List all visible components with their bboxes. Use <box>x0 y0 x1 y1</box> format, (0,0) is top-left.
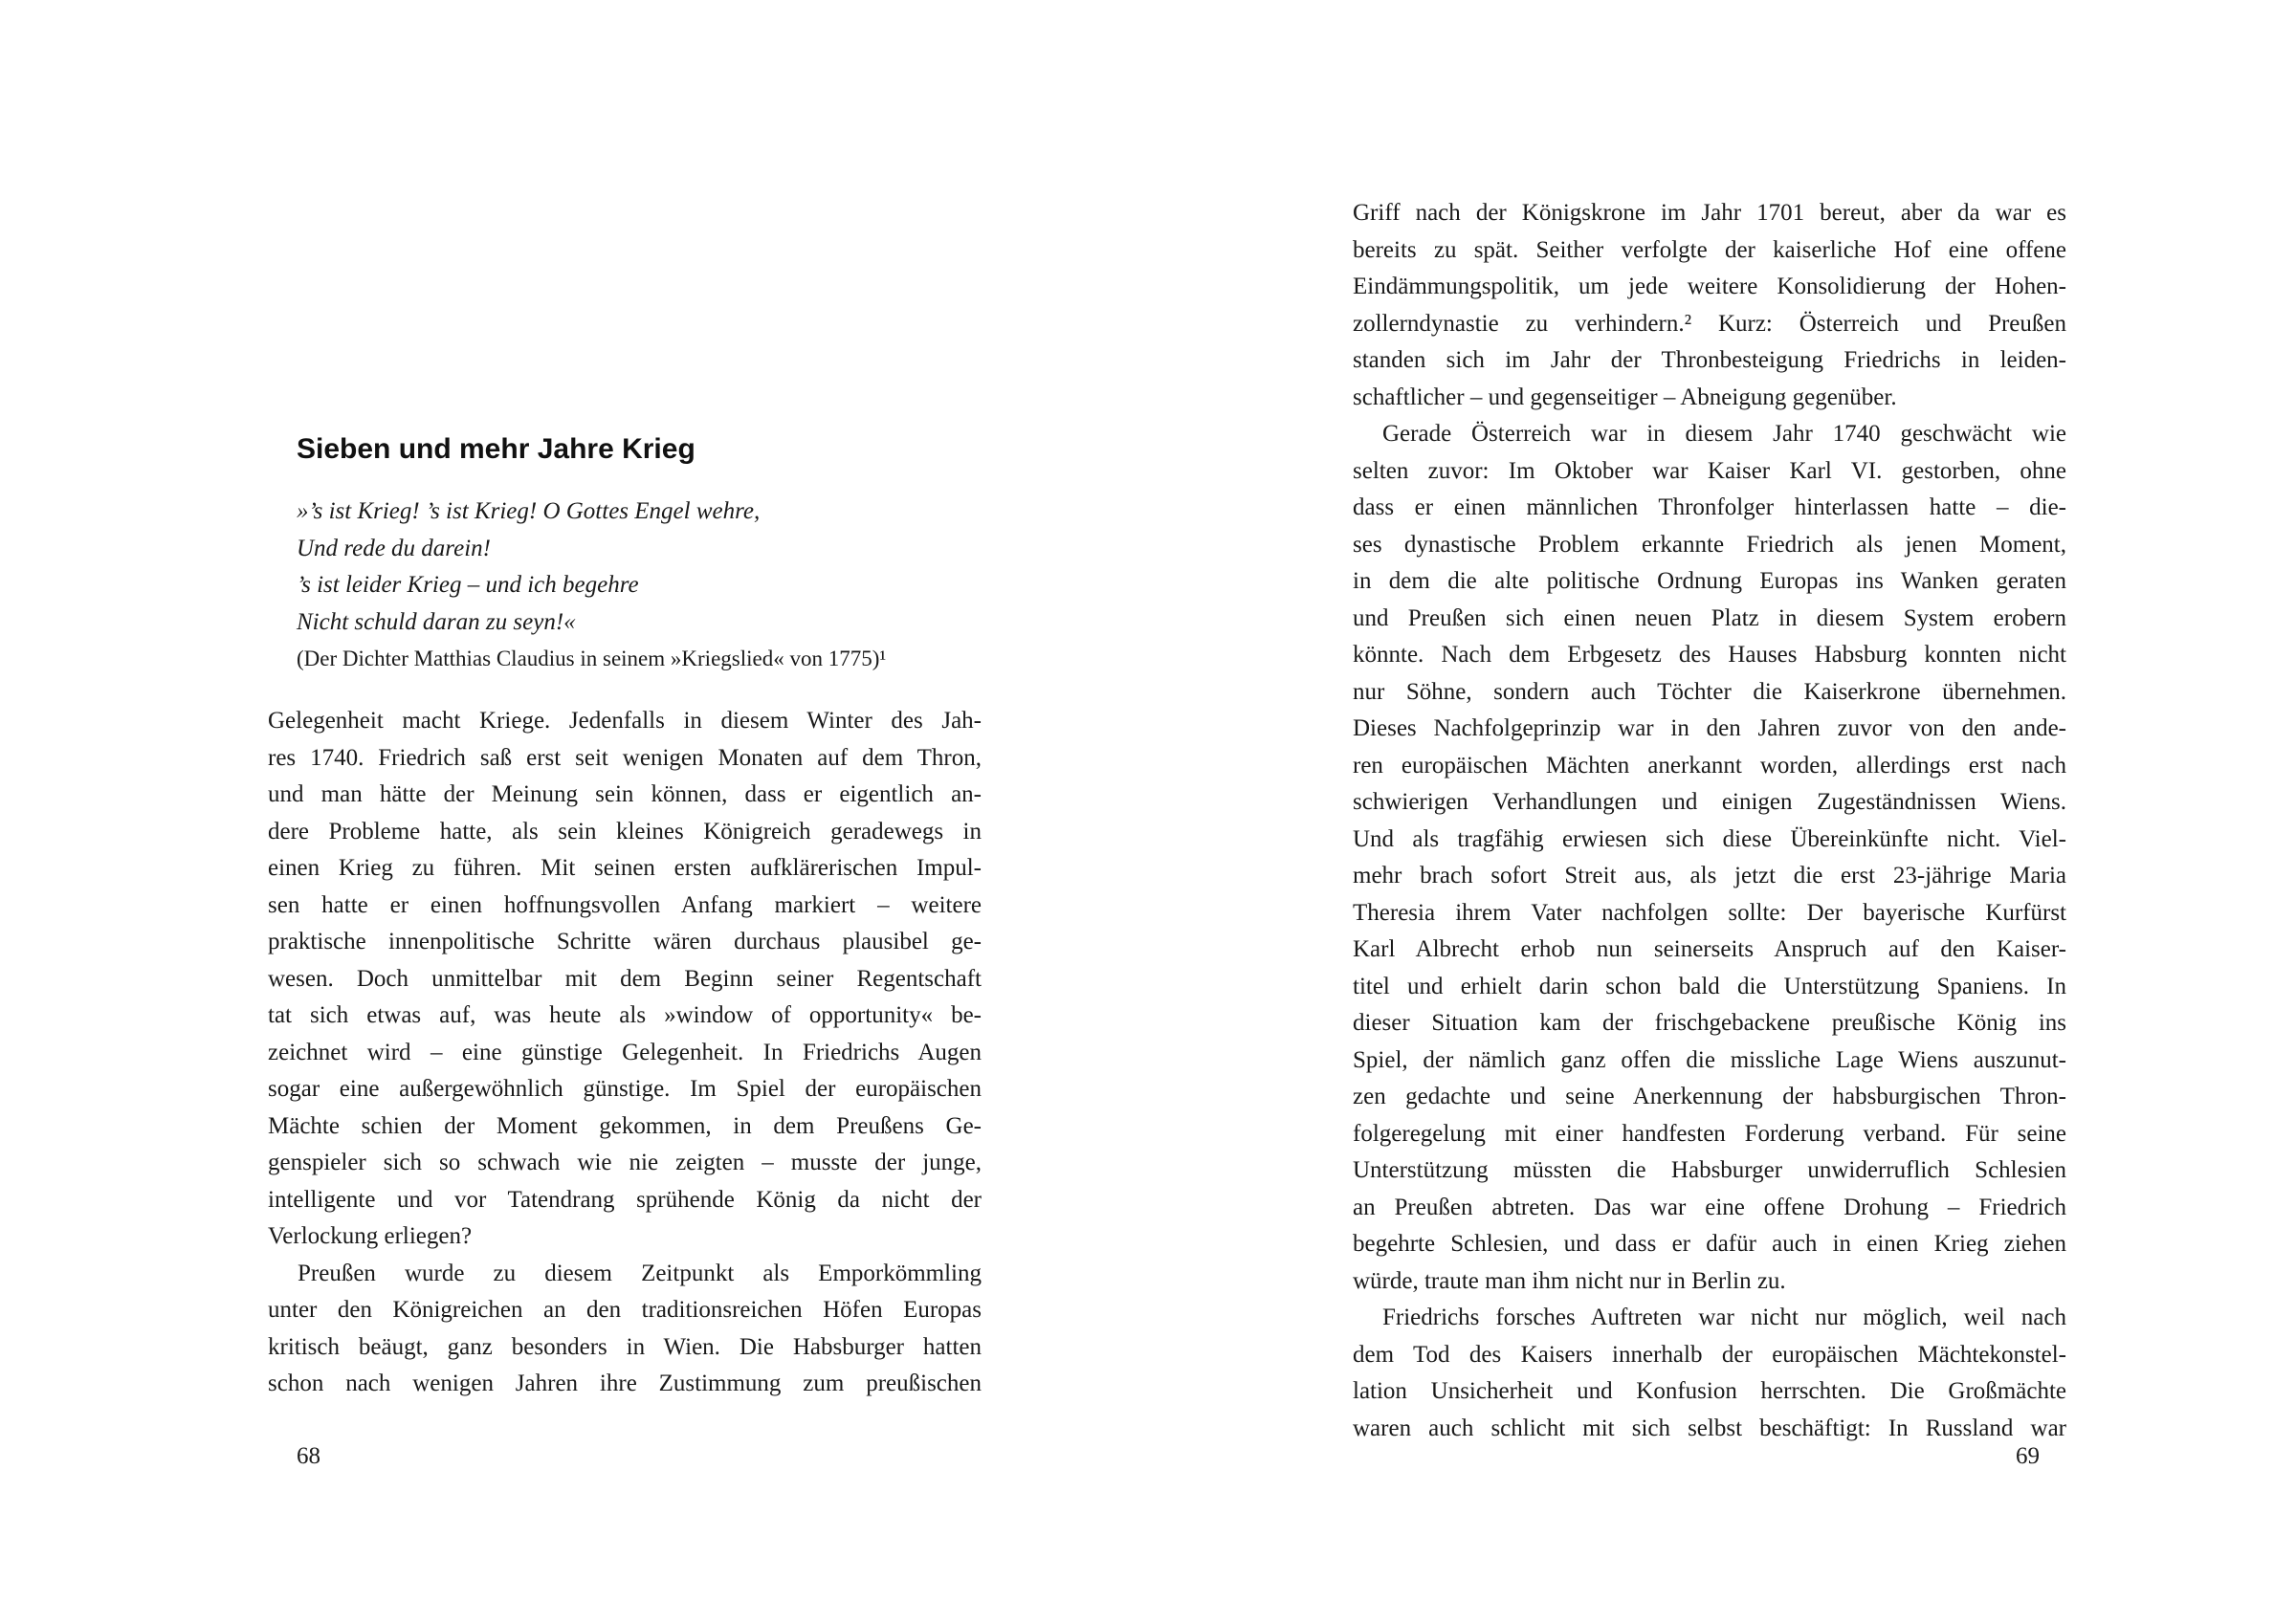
text-line: sen hatte er einen hoffnungsvollen Anfang markiert – weitere <box>268 891 982 918</box>
text-line: wesen. Doch unmittelbar mit dem Beginn seiner Regentschaft <box>268 965 982 992</box>
chapter-title: Sieben und mehr Jahre Krieg <box>297 433 695 465</box>
text-line: selten zuvor: Im Oktober war Kaiser Karl VI. gestorben, ohne <box>1353 457 2066 484</box>
text-line: Mächte schien der Moment gekommen, in dem Preußens Ge- <box>268 1112 982 1139</box>
text-line: Preußen wurde zu diesem Zeitpunkt als Emporkömmling <box>298 1260 982 1286</box>
text-line: sogar eine außergewöhnlich günstige. Im Spiel der europäischen <box>268 1076 982 1102</box>
text-line: standen sich im Jahr der Thronbesteigung Friedrichs in leiden- <box>1353 347 2066 373</box>
text-line: begehrte Schlesien, und dass er dafür auch in einen Krieg ziehen <box>1353 1231 2066 1257</box>
text-line: mehr brach sofort Streit aus, als jetzt die erst 23-jährige Maria <box>1353 863 2066 888</box>
text-line: ses dynastische Problem erkannte Friedrich als jenen Moment, <box>1353 531 2066 558</box>
quote-attribution: (Der Dichter Matthias Claudius in seinem »Kriegslied« von 1775)¹ <box>297 647 887 670</box>
text-line: schon nach wenigen Jahren ihre Zustimmung zum preußischen <box>268 1371 982 1396</box>
text-line: Karl Albrecht erhob nun seinerseits Anspruch auf den Kaiser- <box>1353 936 2066 962</box>
text-line: Verlockung erliegen? <box>268 1223 473 1249</box>
text-line: dere Probleme hatte, als sein kleines Königreich geradewegs in <box>268 818 982 844</box>
text-line: bereits zu spät. Seither verfolgte der kaiserliche Hof eine offene <box>1353 236 2066 263</box>
text-line: Spiel, der nämlich ganz offen die missliche Lage Wiens auszunut- <box>1353 1046 2066 1073</box>
text-line: dieser Situation kam der frischgebackene preußische König ins <box>1353 1010 2066 1036</box>
epigraph-quote <box>268 493 982 641</box>
text-line: schwierigen Verhandlungen und einigen Zugeständnissen Wiens. <box>1353 789 2066 815</box>
page-number-left: 68 <box>297 1443 320 1469</box>
text-line: kritisch beäugt, ganz besonders in Wien. Die Habsburger hatten <box>268 1333 982 1360</box>
text-line: einen Krieg zu führen. Mit seinen ersten aufklärerischen Impul- <box>268 855 982 881</box>
text-line: Eindämmungspolitik, um jede weitere Konsolidierung der Hohen- <box>1353 274 2066 299</box>
page-right <box>1353 166 2066 1447</box>
epigraph-line: ’s ist leider Krieg – und ich begehre <box>297 572 639 598</box>
text-line: praktische innenpolitische Schritte wären durchaus plausibel ge- <box>268 929 982 954</box>
text-line: Friedrichs forsches Auftreten war nicht nur möglich, weil nach <box>1382 1305 2066 1330</box>
text-line: könnte. Nach dem Erbgesetz des Hauses Habsburg konnten nicht <box>1353 642 2066 668</box>
text-line: zollerndynastie zu verhindern.² Kurz: Österreich und Preußen <box>1353 310 2066 337</box>
text-line: dass er einen männlichen Thronfolger hinterlassen hatte – die- <box>1353 494 2066 520</box>
text-line: an Preußen abtreten. Das war eine offene Drohung – Friedrich <box>1353 1194 2066 1220</box>
epigraph-line: Und rede du darein! <box>297 535 491 561</box>
text-line: ren europäischen Mächten anerkannt worden, allerdings erst nach <box>1353 752 2066 779</box>
body-text-left <box>268 703 982 1403</box>
text-line: in dem die alte politische Ordnung Europas ins Wanken geraten <box>1353 568 2066 594</box>
text-line: tat sich etwas auf, was heute als »window of opportunity« be- <box>268 1002 982 1028</box>
body-text-right <box>1353 195 2066 1447</box>
text-line: folgeregelung mit einer handfesten Forderung verband. Für seine <box>1353 1120 2066 1147</box>
text-line: genspieler sich so schwach wie nie zeigten – musste der junge, <box>268 1150 982 1175</box>
text-line: nur Söhne, sondern auch Töchter die Kaiserkrone übernehmen. <box>1353 678 2066 705</box>
text-line: Unterstützung müssten die Habsburger unwiderruflich Schlesien <box>1353 1157 2066 1183</box>
text-line: würde, traute man ihm nicht nur in Berlin zu. <box>1353 1267 1786 1294</box>
text-line: schaftlicher – und gegenseitiger – Abneigung gegenüber. <box>1353 384 1897 410</box>
epigraph-line: »’s ist Krieg! ’s ist Krieg! O Gottes Engel wehre, <box>297 498 761 524</box>
text-line: unter den Königreichen an den traditionsreichen Höfen Europas <box>268 1297 982 1323</box>
text-line: zen gedachte und seine Anerkennung der habsburgischen Thron- <box>1353 1084 2066 1109</box>
epigraph-line: Nicht schuld daran zu seyn!« <box>297 608 576 635</box>
text-line: und man hätte der Meinung sein können, dass er eigentlich an- <box>268 781 982 807</box>
text-line: Dieses Nachfolgeprinzip war in den Jahren zuvor von den ande- <box>1353 715 2066 741</box>
text-line: Griff nach der Königskrone im Jahr 1701 bereut, aber da war es <box>1353 200 2066 226</box>
text-line: und Preußen sich einen neuen Platz in diesem System erobern <box>1353 604 2066 631</box>
text-line: Theresia ihrem Vater nachfolgen sollte: Der bayerische Kurfürst <box>1353 899 2066 926</box>
text-line: waren auch schlicht mit sich selbst beschäftigt: In Russland war <box>1353 1415 2066 1441</box>
text-line: Gerade Österreich war in diesem Jahr 1740 geschwächt wie <box>1382 421 2066 447</box>
text-line: Gelegenheit macht Kriege. Jedenfalls in diesem Winter des Jah- <box>268 708 982 734</box>
text-line: intelligente und vor Tatendrang sprühende König da nicht der <box>268 1186 982 1213</box>
text-line: titel und erhielt darin schon bald die Unterstützung Spaniens. In <box>1353 973 2066 999</box>
page-number-right: 69 <box>2016 1443 2040 1469</box>
text-line: zeichnet wird – eine günstige Gelegenheit. In Friedrichs Augen <box>268 1039 982 1065</box>
text-line: lation Unsicherheit und Konfusion herrschten. Die Großmächte <box>1353 1378 2066 1404</box>
text-line: dem Tod des Kaisers innerhalb der europäischen Mächtekonstel- <box>1353 1341 2066 1368</box>
page-left <box>268 432 982 1403</box>
text-line: Und als tragfähig erwiesen sich diese Übereinkünfte nicht. Viel- <box>1353 825 2066 852</box>
text-line: res 1740. Friedrich saß erst seit wenigen Monaten auf dem Thron, <box>268 744 982 771</box>
